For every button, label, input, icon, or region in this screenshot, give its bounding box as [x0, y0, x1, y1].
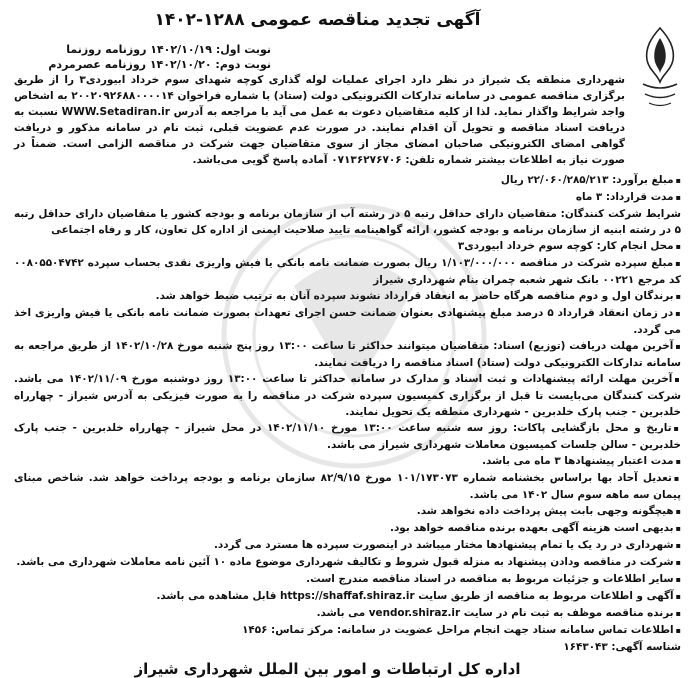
- notice-page: [14, 6, 681, 678]
- estimated-amount: ▪ مبلغ برآورد: ۲۲/۰۶۰/۲۸۵/۲۱۳ ریال: [14, 172, 681, 189]
- performance-guarantee: ▪ در زمان انعقاد قرارداد ۵ درصد مبلغ پیشنهادی بعنوان ضمانت حسن اجرای تعهدات بصورت ضمانت نامه بانکی یا فیش واریزی اخذ می گردد.: [14, 305, 681, 338]
- notice-intro: شهرداری منطقه یک شیراز در نظر دارد اجرای عملیات لوله گذاری کوچه شهدای سوم خرداد ابیوردی۳ را از طریق برگزاری مناقصه عمومی در سامانه تدارکات الکترونیکی دولت (ستاد) با شماره فراخوان ۲۰۰۲۰۹۲۶۸۸۰۰۰۰۱۴ به اشخاص واجد شرایط واگذار نماید. لذا از کلیه متقاضیان دعوت به عمل می آید با مراجعه به آدرس WWW.Setadiran.ir نسبت به دریافت اسناد مناقصه و تحویل آن اقدام نمایند. در صورت عدم عضویت قبلی، ثبت نام در سامانه مذکور و دریافت گواهی امضای الکترونیکی صاحبان امضای مجاز از سوی متقاضیان جهت شرکت در مناقصه الزامی است. ضمناً در صورت نیاز به اطلاعات بیشتر شماره تلفن: ۰۷۱۳۶۲۷۶۷۰۶ آماده پاسخ گویی می‌باشد.: [14, 74, 625, 166]
- vendor-registration: ▪ برنده مناقصه موظف به ثبت نام در سایت vendor.shiraz.ir می باشد.: [14, 605, 681, 622]
- participant-conditions: شرایط شرکت کنندگان: متقاضیان دارای حداقل رتبه ۵ در رشته آب از سازمان برنامه و بودجه کشور یا متقاضیان دارای حداقل رتبه ۵ در رشته ابنیه از سازمان برنامه و بودجه کشور، ارائه گواهینامه تایید صلاحیت ایمنی از اداره کل تعاون، کار و رفاه اجتماعی: [14, 208, 681, 236]
- submission-deadline: ▪ آخرین مهلت ارائه پیشنهادات و ثبت اسناد و مدارک در سامانه حداکثر تا ساعت ۱۳:۰۰ روز دوشنبه مورخ ۱۴۰۲/۱۱/۰۹ می باشد. شرکت کنندگان می‌بایست تا قبل از برگزاری کمیسیون سپرده شرکت در مناقصه را به صورت فیزیکی به آدرس شیراز - چهارراه خلدبرین - جنب پارک خلدبرین - شهرداری منطقه یک تحویل نمایند.: [14, 371, 681, 420]
- setad-contact: ▪ اطلاعات تماس سامانه ستاد جهت انجام مراحل عضویت در سامانه: مرکز تماس: ۱۴۵۶: [14, 622, 681, 639]
- offer-validity: ▪ مدت اعتبار پیشنهادها ۳ ماه می باشد.: [14, 453, 681, 470]
- publication-dates: [14, 42, 681, 72]
- notice-title: آگهی تجدید مناقصه عمومی ۱۲۸۸-۱۴۰۲: [154, 10, 481, 30]
- opening-date-location: ▪ تاریخ و محل بازگشایی پاکات: روز سه شنبه ساعت ۱۳:۰۰ مورخ ۱۴۰۲/۱۱/۱۰ در محل شیراز - چهارراه خلدبرین - جنب پارک خلدبرین - سالن جلسات کمیسیون معاملات شهرداری شیراز می باشد.: [14, 420, 681, 453]
- winners-deposit-clause: ▪ برندگان اول و دوم مناقصه هرگاه حاضر به انعقاد قرارداد نشوند سپرده آنان به ترتیب ضبط خواهد شد.: [14, 288, 681, 305]
- rejection-right: ▪ شهرداری در رد یک یا تمام پیشنهادها مختار میباشد در اینصورت سپرده ها مسترد می گردد.: [14, 537, 681, 554]
- ad-cost: ▪ بدیهی است هزینه آگهی بعهده برنده مناقصه خواهد بود.: [14, 520, 681, 537]
- no-prepayment: ▪ هیچگونه وجهی بابت پیش پرداخت داده نخواهد شد.: [14, 503, 681, 520]
- deposit-amount: ▪ مبلغ سپرده شرکت در مناقصه ۱/۱۰۳/۰۰۰/۰۰۰ ریال بصورت ضمانت نامه بانکی یا فیش واریزی نقدی بحساب سپرده ۰۰۸۰۵۵۰۴۷۴۲ کد مرجع ۰۰۲۲۱ بانک شهر شعبه چمران بنام شهرداری شیراز: [14, 255, 681, 288]
- notice-body: [14, 128, 681, 677]
- contract-duration: ▪ مدت قرارداد: ۳ ماه: [14, 189, 681, 206]
- second-publication-date: نوبت دوم: ۱۴۰۲/۱۰/۲۰ روزنامه عصرمردم: [48, 58, 271, 71]
- acceptance-clause: ▪ شرکت در مناقصه ودادن پیشنهاد به منزله قبول شروط و تکالیف شهرداری موضوع ماده ۱۰ آئین نامه معاملات شهرداری می باشد.: [14, 554, 681, 571]
- first-publication-date: نوبت اول: ۱۴۰۲/۱۰/۱۹ روزنامه روزنما: [66, 43, 271, 56]
- other-details: ▪ سایر اطلاعات و جزئیات مربوط به مناقصه در اسناد مناقصه مندرج است.: [14, 571, 681, 588]
- ad-code: شناسه آگهی: ۱۶۴۳۰۴۳: [563, 641, 681, 653]
- notice-signature: اداره کل ارتباطات و امور بین الملل شهرداری شیراز: [134, 660, 521, 678]
- work-location: ▪ محل انجام کار: کوچه سوم خرداد ابیوردی۳: [14, 238, 681, 255]
- price-adjustment: ▪ تعدیل آحاد بها براساس بخشنامه شماره ۱۰۱/۱۷۳۰۷۳ مورخ ۸۲/۹/۱۵ سازمان برنامه و بودجه پرداخت خواهد شد. شاخص مبنای پیمان سه ماهه سوم سال ۱۴۰۲ می باشد.: [14, 470, 681, 503]
- shaffaf-site-info: ▪ آگهی و اطلاعات مربوط به مناقصه از طریق سایت https://shaffaf.shiraz.ir قابل مشاهده می باشد.: [14, 588, 681, 605]
- notice-header: [14, 10, 681, 166]
- document-deadline: ▪ آخرین مهلت دریافت (توزیع) اسناد: متقاضیان میتوانند حداکثر تا ساعت ۱۳:۰۰ روز پنج شنبه مورخ ۱۴۰۲/۱۰/۲۸ از طریق مراجعه به سامانه تدارکات الکترونیکی دولت (ستاد) اسناد مناقصه را دریافت نمایند.: [14, 338, 681, 371]
